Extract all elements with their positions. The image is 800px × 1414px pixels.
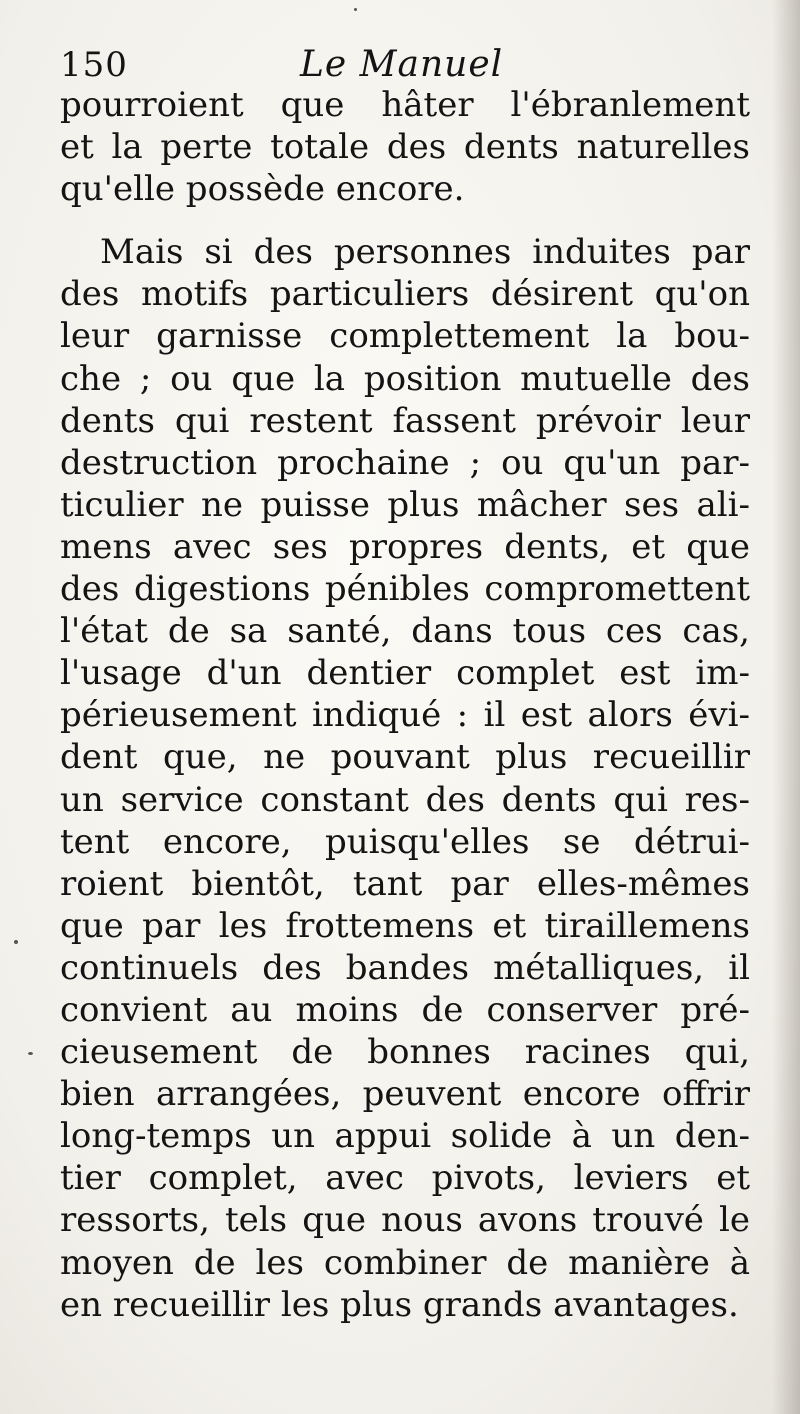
text-line: un service constant des dents qui res- [60, 779, 750, 820]
text-line: des motifs particuliers désirent qu'on [60, 274, 750, 315]
text-line: ressorts, tels que nous avons trouvé le [60, 1200, 750, 1241]
ink-speck [354, 8, 357, 11]
ink-speck [14, 940, 18, 944]
text-line: che ; ou que la position mutuelle des [60, 358, 750, 399]
text-line: dent que, ne pouvant plus recueillir [60, 737, 750, 778]
page-number: 150 [60, 45, 128, 85]
text-line: qu'elle possède encore. [60, 169, 465, 210]
text-line: roient bientôt, tant par elles-mêmes [60, 863, 750, 904]
page-header [60, 40, 760, 90]
text-line: cieusement de bonnes racines qui, [60, 1032, 750, 1073]
text-line: destruction prochaine ; ou qu'un par- [60, 442, 750, 483]
text-line: périeusement indiqué : il est alors évi- [60, 695, 750, 736]
body-text [60, 84, 750, 1326]
text-line: et la perte totale des dents naturelles [60, 127, 750, 168]
text-line: Mais si des personnes induites par [100, 232, 750, 273]
page-edge-shadow [772, 0, 800, 1414]
text-line: pourroient que hâter l'ébranlement [60, 85, 750, 125]
text-line: en recueillir les plus grands avantages. [60, 1284, 739, 1325]
text-line: bien arrangées, peuvent encore offrir [60, 1074, 750, 1115]
text-line: moyen de les combiner de manière à [60, 1242, 750, 1283]
text-line: des digestions pénibles compromettent [60, 569, 750, 610]
text-line: continuels des bandes métalliques, il [60, 947, 750, 988]
text-line: mens avec ses propres dents, et que [60, 526, 750, 567]
text-line: dents qui restent fassent prévoir leur [60, 400, 750, 441]
paragraph-1 [60, 84, 750, 210]
paragraph-gap [60, 210, 750, 231]
text-line: tier complet, avec pivots, leviers et [60, 1158, 750, 1199]
paragraph-2 [60, 231, 750, 1325]
text-line: convient au moins de conserver pré- [60, 989, 750, 1030]
text-line: leur garnisse complettement la bou- [60, 316, 750, 357]
text-line: ticulier ne puisse plus mâcher ses ali- [60, 484, 750, 525]
text-line: que par les frottemens et tiraillemens [60, 905, 750, 946]
running-title: Le Manuel [300, 44, 504, 85]
ink-speck [28, 1052, 33, 1055]
text-line: l'usage d'un dentier complet est im- [60, 653, 750, 694]
text-line: long-temps un appui solide à un den- [60, 1116, 750, 1157]
text-line: l'état de sa santé, dans tous ces cas, [60, 611, 750, 652]
text-line: tent encore, puisqu'elles se détrui- [60, 821, 750, 862]
